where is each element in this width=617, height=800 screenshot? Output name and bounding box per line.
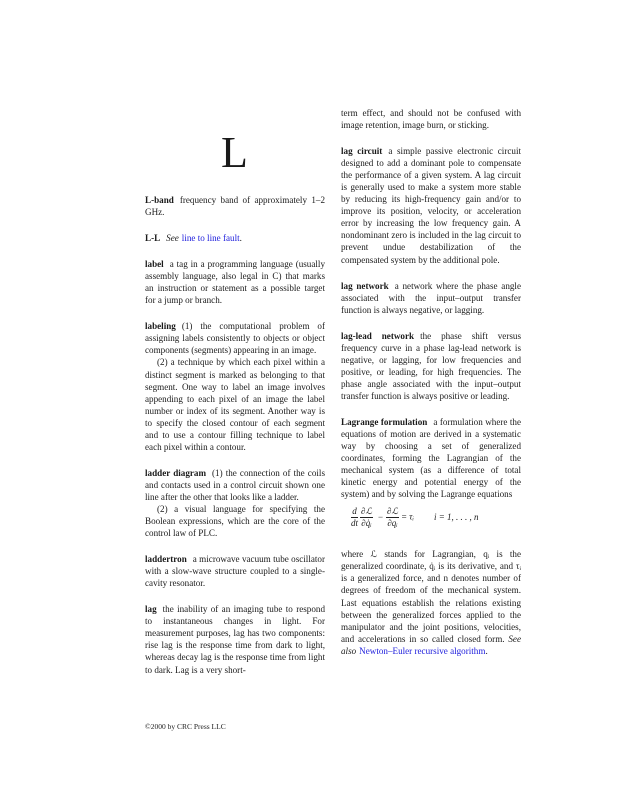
eq-fraction-d-dt xyxy=(351,506,358,529)
eq-minus: − xyxy=(377,511,384,522)
entry-definition: the phase shift versus frequency curve in a phase lag-lead network is negative, or lagging, for low frequencies and positive, or leading, for high frequencies. The phase angle associated with the input–output transfer function is always positive or leading. xyxy=(341,330,521,401)
eq-rhs: = τᵢ xyxy=(400,511,414,522)
eq-fraction-dl-dq xyxy=(386,506,399,529)
entry-definition: a microwave vacuum tube oscillator with a slow-wave structure coupled to a single-cavity resonator. xyxy=(145,554,325,589)
eq-denominator: dt xyxy=(351,518,359,529)
entry-definition: (2) a visual language for specifying the Boolean expressions, which are the core of the control law of PLC. xyxy=(145,503,325,539)
entry-term: labeling xyxy=(145,321,176,332)
entry-lagrange-continued xyxy=(341,548,521,656)
entry-definition: (2) a technique by which each pixel within a distinct segment is marked as belonging to that segment. One way to label an image involves appending to each pixel of an image the label number or index of its segment. Another way is to specify the closed contour of each segment and to use a contour filling technique to label each pixel within a contour. xyxy=(145,357,325,452)
see-also-reference: See also xyxy=(341,633,521,656)
entry-definition: a tag in a programming language (usually assembly language, also legal in C) that marks an instruction or statement as a possible target for a jump or branch. xyxy=(145,259,325,306)
section-letter: L xyxy=(221,128,249,177)
entry-ladder-diagram xyxy=(145,467,325,539)
entry-laddertron xyxy=(145,553,325,589)
entry-lag xyxy=(145,603,325,675)
cross-reference-link[interactable]: line to line fault xyxy=(181,233,240,244)
eq-denominator: ∂qᵢ xyxy=(387,518,398,529)
entry-definition: a network where the phase angle associated with the input–output transfer function is always negative, or lagging. xyxy=(341,280,521,315)
entry-lag-circuit xyxy=(341,145,521,265)
entry-l-l xyxy=(145,232,325,244)
right-column xyxy=(341,107,521,671)
copyright-footer: ©2000 by CRC Press LLC xyxy=(145,722,226,731)
see-reference: See xyxy=(166,233,179,244)
entry-term: L-L xyxy=(145,233,161,244)
entry-definition: (1) the computational problem of assigning labels consistently to objects or object components (segments) appearing in an image. xyxy=(145,321,325,356)
entry-definition: a formulation where the equations of motion are derived in a systematic way by choosing a set of generalized coordinates, forming the Lagrangian of the mechanical system (as a difference of total kinetic energy and potential energy of the system) and by solving the Lagrange equations xyxy=(341,416,521,500)
cross-reference-link[interactable]: Newton–Euler recursive algorithm xyxy=(359,645,486,656)
lagrange-equation xyxy=(351,506,521,536)
entry-term: L-band xyxy=(145,195,174,205)
entry-lag-network xyxy=(341,280,521,316)
punctuation: . xyxy=(239,233,242,244)
punctuation: . xyxy=(485,645,488,656)
eq-numerator: d xyxy=(352,506,357,517)
entry-lagrange-formulation xyxy=(341,416,521,500)
entry-definition: frequency band of approximately 1–2 GHz. xyxy=(145,195,325,218)
continued-text: term effect, and should not be confused with image retention, image burn, or sticking. xyxy=(341,108,521,131)
left-column xyxy=(145,128,325,690)
entry-label xyxy=(145,258,325,306)
entry-term: lag circuit xyxy=(341,146,383,157)
eq-numerator: ∂ℒ xyxy=(361,506,372,517)
entry-term: lag network xyxy=(341,280,389,291)
entry-labeling xyxy=(145,320,325,453)
eq-denominator: ∂q̇ᵢ xyxy=(361,518,372,529)
entry-term: label xyxy=(145,259,164,270)
eq-index-range: i = 1, . . . , n xyxy=(433,511,479,522)
eq-numerator: ∂ℒ xyxy=(387,506,398,517)
entry-definition: (1) the connection of the coils and contacts used in a control circuit shown one line after the other that looks like a ladder. xyxy=(145,467,325,502)
entry-term: lag-lead network xyxy=(341,330,415,341)
entry-term: lag xyxy=(145,604,157,615)
entry-term: laddertron xyxy=(145,554,187,565)
entry-lag-lead-network xyxy=(341,330,521,402)
entry-term: ladder diagram xyxy=(145,467,207,478)
entry-definition: the inability of an imaging tube to respond to instantaneous changes in light. For measurement purposes, lag has two components: rise lag is the response time from dark to light, whereas decay lag is the response time from light to dark. Lag is a very short- xyxy=(145,604,325,675)
eq-fraction-dl-dqdot xyxy=(360,506,373,529)
entry-definition: a simple passive electronic circuit designed to add a dominant pole to compensate the performance of a given system. A lag circuit is generally used to make a system more stable by reducing its high-frequency gain and/or to improve its position, velocity, or acceleration error by increasing the low frequency gain. A nondominant zero is included in the lag circuit to prevent undue destabilization of the compensated system by the additional pole. xyxy=(341,146,521,265)
entry-l-band xyxy=(145,194,325,218)
entry-definition: where ℒ stands for Lagrangian, qᵢ is the generalized coordinate, q̇ᵢ is its derivative, and τᵢ is a generalized force, and n denotes number of degrees of freedom of the mechanical system. Last equations establish the relations existing between the generalized forces applied to the manipulator and the joint positions, velocities, and accelerations in so called closed form. xyxy=(341,549,521,644)
entry-term: Lagrange formulation xyxy=(341,416,428,427)
